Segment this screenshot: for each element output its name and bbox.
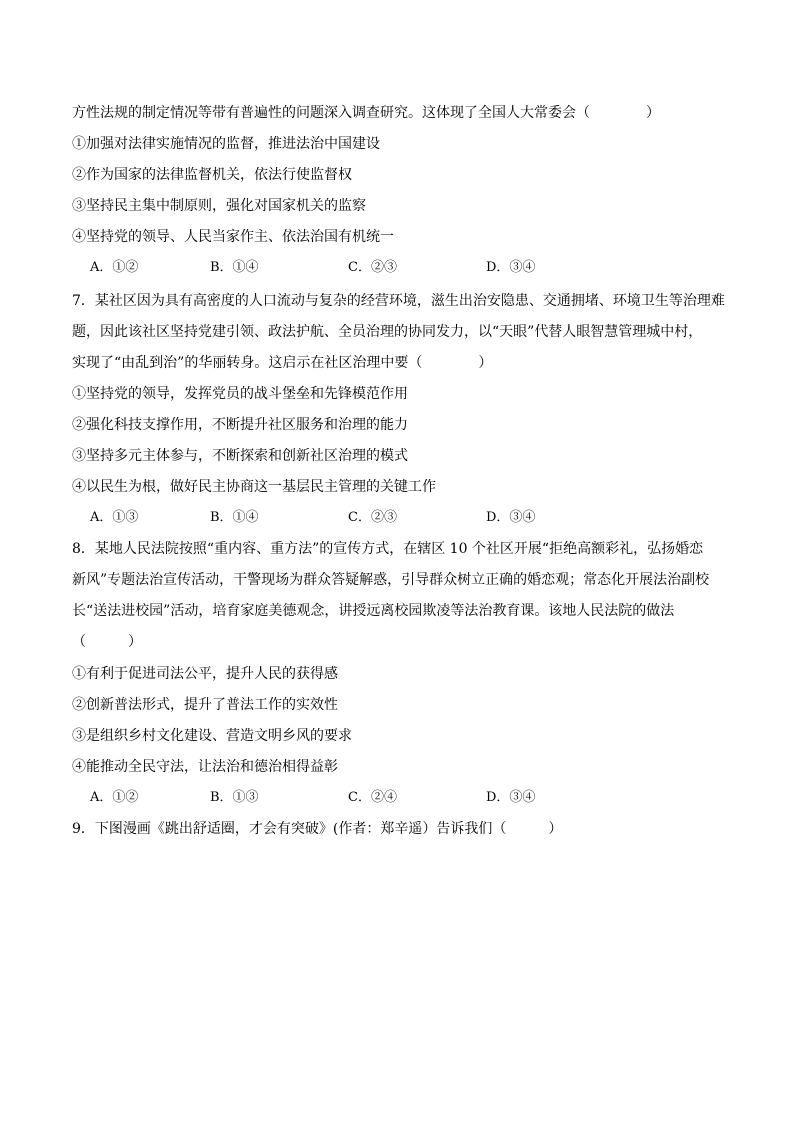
q7-stem-line-3: 实现了“由乱到治”的华丽转身。这启示在社区治理中要（ ）: [72, 355, 493, 371]
q8-option-b: B．①③: [210, 790, 259, 805]
q6-options: [90, 259, 650, 277]
q8-statement-3: ③是组织乡村文化建设、营造文明乡风的要求: [72, 728, 352, 744]
q7-option-c: C．②③: [348, 510, 397, 525]
q7-statement-2: ②强化科技支撑作用，不断提升社区服务和治理的能力: [72, 417, 408, 433]
q8-option-d: D．③④: [486, 790, 536, 805]
q6-option-c: C．②③: [348, 260, 397, 275]
q7-option-b: B．①④: [210, 510, 259, 525]
q8-statement-4: ④能推动全民守法，让法治和德治相得益彰: [72, 759, 338, 775]
q8-stem-line-1: 8．某地人民法院按照“重内容、重方法”的宣传方式，在辖区 10 个社区开展“拒绝高额彩礼，弘扬婚恋: [72, 541, 704, 557]
q8-statement-2: ②创新普法形式，提升了普法工作的实效性: [72, 697, 338, 713]
q7-stem-line-2: 题，因此该社区坚持党建引领、政法护航、全员治理的协同发力，以“天眼”代替人眼智慧管理城中村，: [72, 324, 703, 340]
q7-statement-4: ④以民生为根，做好民主协商这一基层民主管理的关键工作: [72, 479, 436, 495]
q8-stem-line-3: 长“送法进校园”活动，培育家庭美德观念，讲授远离校园欺凌等法治教育课。该地人民法院的做法: [72, 603, 675, 619]
q7-option-a: A．①③: [90, 510, 139, 525]
q8-statement-1: ①有利于促进司法公平，提升人民的获得感: [72, 666, 338, 682]
q9-stem: 9．下图漫画《跳出舒适圈，才会有突破》(作者：郑辛遥）告诉我们（ ）: [72, 821, 563, 837]
q8-stem-line-4: （ ）: [72, 634, 142, 650]
q6-statement-2: ②作为国家的法律监督机关，依法行使监督权: [72, 167, 352, 183]
q6-statement-4: ④坚持党的领导、人民当家作主、依法治国有机统一: [72, 229, 394, 245]
q6-statement-3: ③坚持民主集中制原则，强化对国家机关的监察: [72, 198, 366, 214]
q6-option-d: D．③④: [486, 260, 536, 275]
q6-statement-1: ①加强对法律实施情况的监督，推进法治中国建设: [72, 136, 380, 152]
q7-stem-line-1: 7．某社区因为具有高密度的人口流动与复杂的经营环境，滋生出治安隐患、交通拥堵、环境卫生等治理难: [72, 293, 725, 309]
q8-stem-line-2: 新风”专题法治宣传活动，干警现场为群众答疑解惑，引导群众树立正确的婚恋观；常态化开展法治副校: [72, 572, 710, 588]
q7-option-d: D．③④: [486, 510, 536, 525]
q6-option-a: A．①②: [90, 260, 139, 275]
q7-statement-3: ③坚持多元主体参与，不断探索和创新社区治理的模式: [72, 448, 408, 464]
q8-options: [90, 789, 650, 807]
q8-option-a: A．①②: [90, 790, 139, 805]
q7-statement-1: ①坚持党的领导，发挥党员的战斗堡垒和先锋模范作用: [72, 386, 408, 402]
q6-stem-tail: 方性法规的制定情况等带有普遍性的问题深入调查研究。这体现了全国人大常委会（ ）: [72, 105, 660, 121]
q6-option-b: B．①④: [210, 260, 259, 275]
q7-options: [90, 509, 650, 527]
q8-option-c: C．②④: [348, 790, 397, 805]
